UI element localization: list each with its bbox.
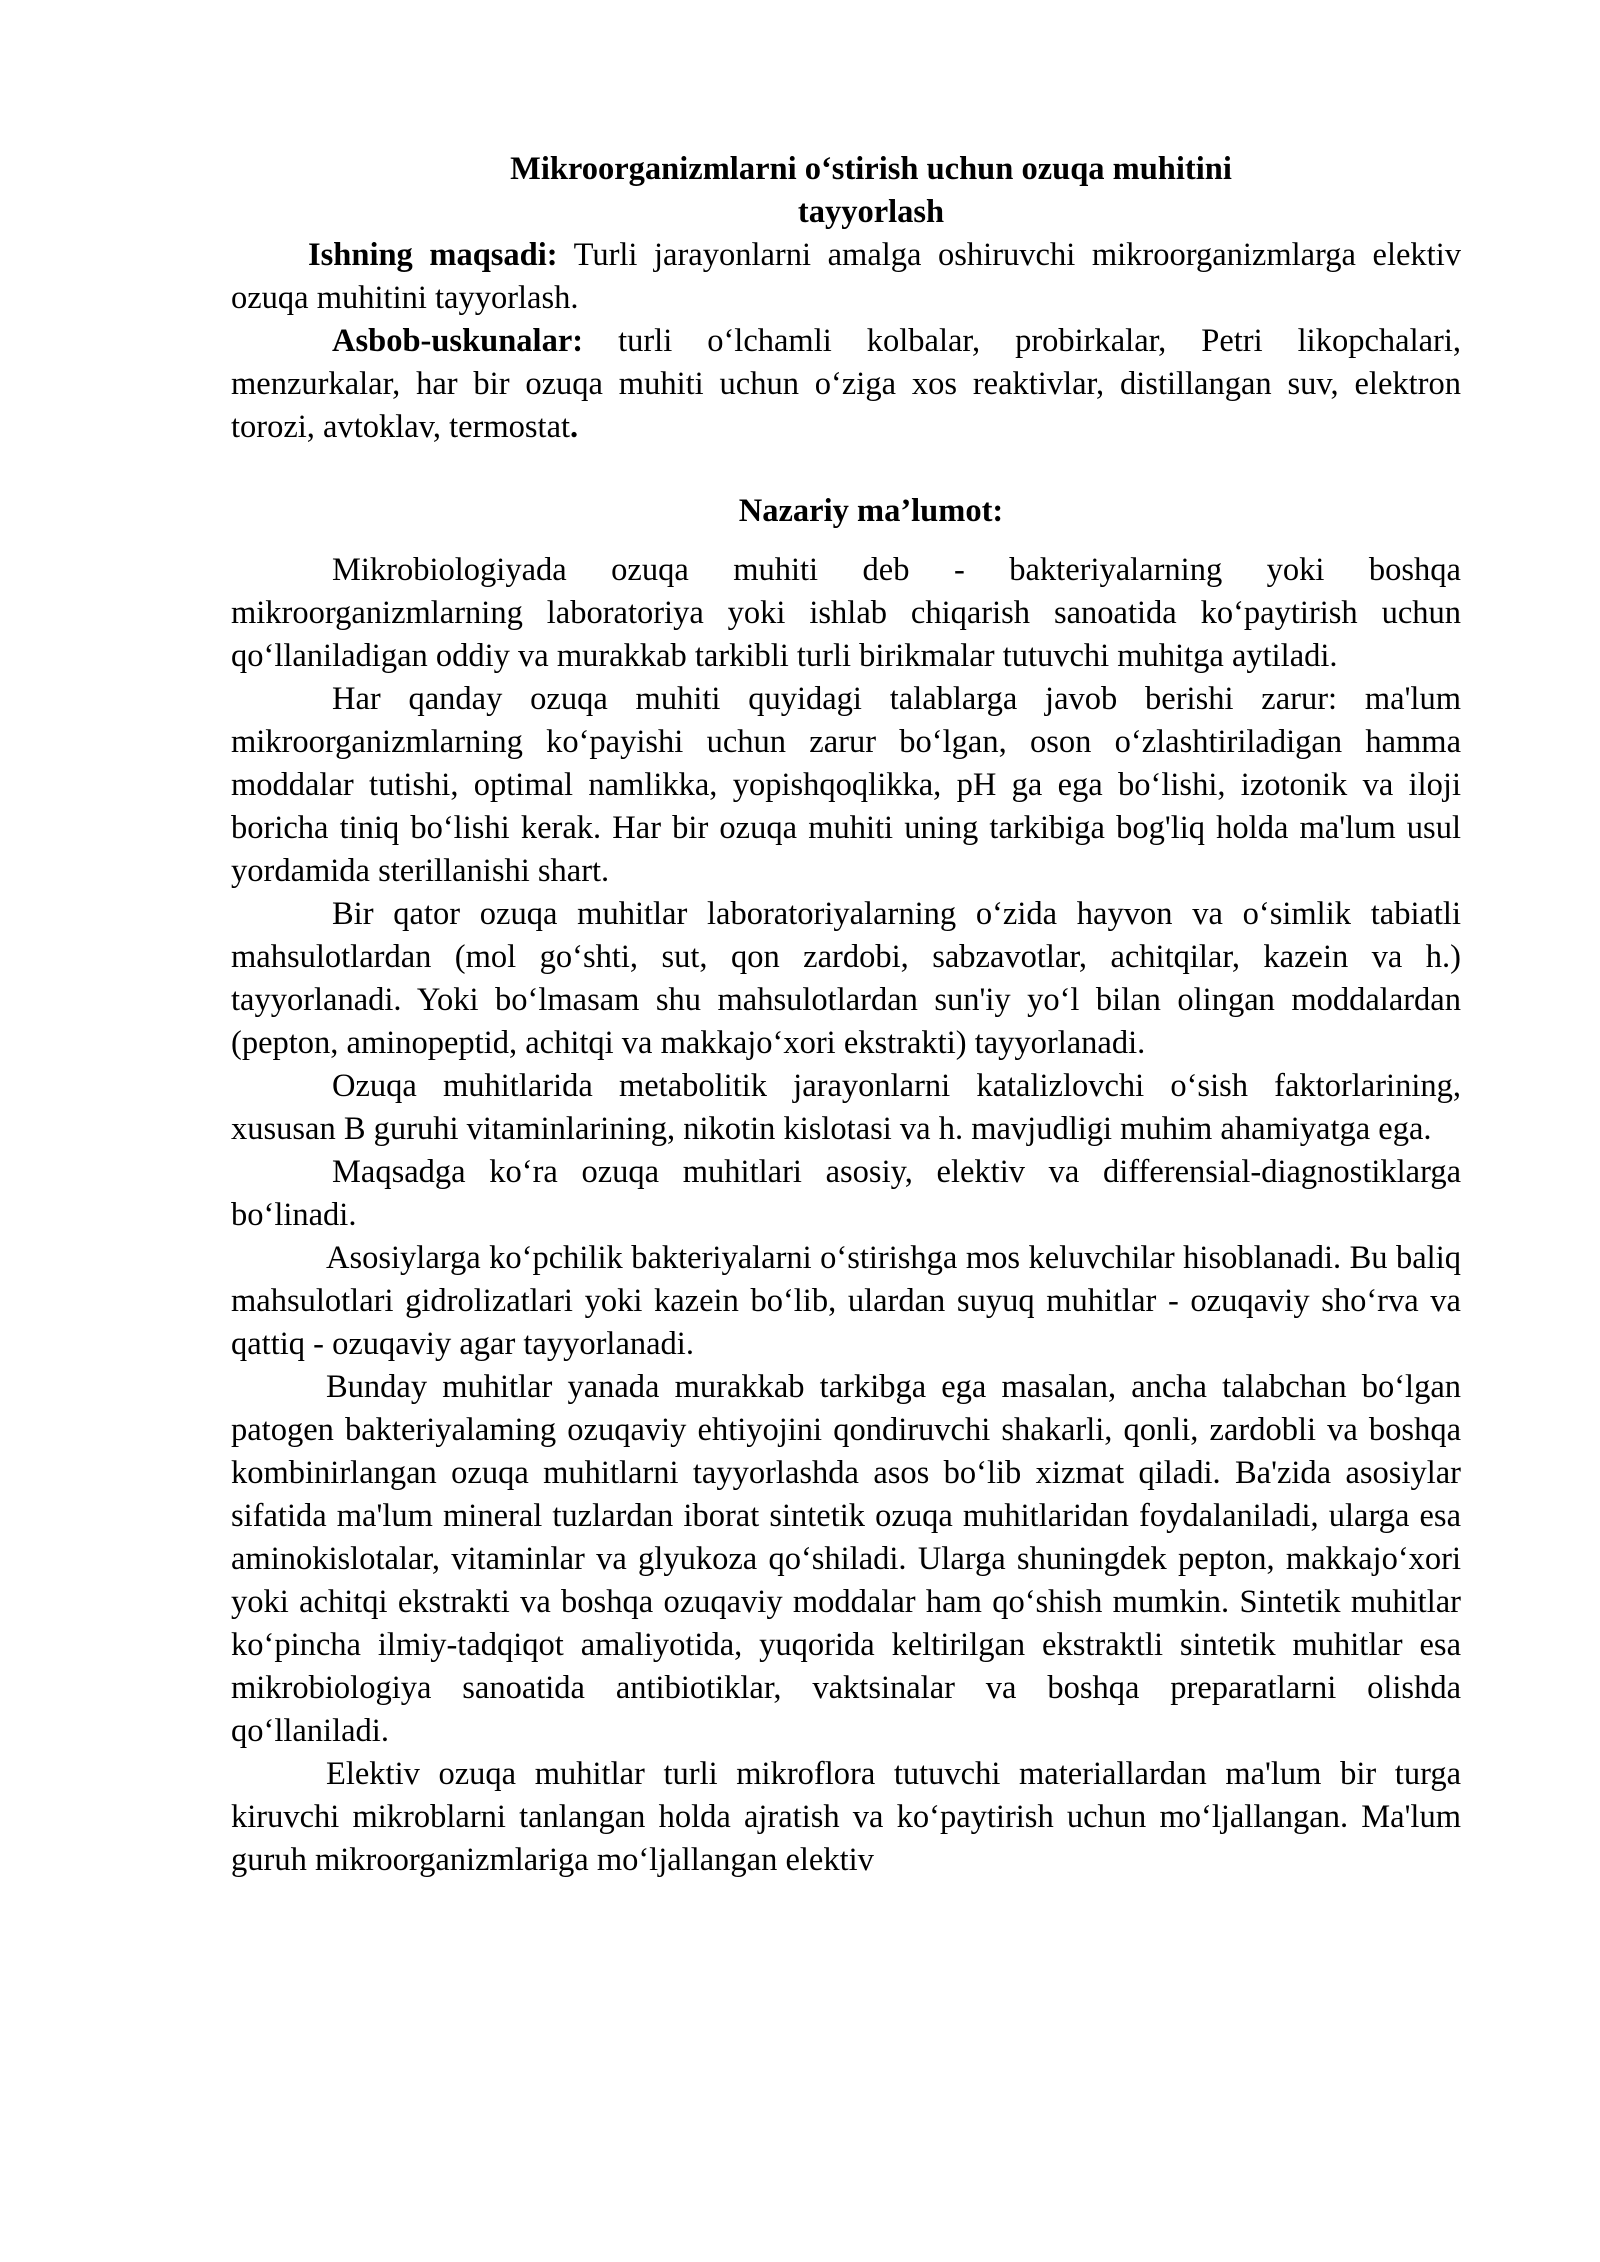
aim-text: Turli jarayonlarni amalga oshiruvchi mikroorganizmlarga elektiv ozuqa muhitini tayyorlash.	[231, 237, 1461, 316]
body-paragraph-5: Maqsadga ko‘ra ozuqa muhitlari asosiy, elektiv va differensial-diagnostiklarga bo‘linadi.	[231, 1154, 1461, 1233]
document-body	[231, 148, 1461, 1882]
body-paragraph-7: Bunday muhitlar yanada murakkab tarkibga ega masalan, ancha talabchan bo‘lgan patogen bakteriyalaming ozuqaviy ehtiyojini qondiruvchi shakarli, qonli, zardobli va boshqa kombinirlangan ozuqa muhitlarni tayyorlashda asos bo‘lib xizmat qiladi. Ba'zida asosiylar sifatida ma'lum mineral tuzlardan iborat sintetik ozuqa muhitlaridan foydalaniladi, ularga esa aminokislotalar, vitaminlar va glyukoza qo‘shiladi. Ularga shuningdek pepton, makkajo‘xori yoki achitqi ekstrakti va boshqa ozuqaviy moddalar ham qo‘shish mumkin. Sintetik muhitlar ko‘pincha ilmiy-tadqiqot amaliyotida, yuqorida keltirilgan ekstraktli sintetik muhitlar esa mikrobiologiya sanoatida antibiotiklar, vaktsinalar va boshqa preparatlarni olishda qo‘llaniladi.	[231, 1369, 1461, 1749]
equipment-label: Asbob-uskunalar:	[332, 323, 584, 359]
title-line-1: Mikroorganizmlarni o‘stirish uchun ozuqa muhitini	[510, 151, 1232, 187]
body-paragraph-8: Elektiv ozuqa muhitlar turli mikroflora tutuvchi materiallardan ma'lum bir turga kiruvchi mikroblarni tanlangan holda ajratish va ko‘paytirish uchun mo‘ljallangan. Ma'lum guruh mikroorganizmlariga mo‘ljallangan elektiv	[231, 1756, 1461, 1878]
body-paragraph-2: Har qanday ozuqa muhiti quyidagi talablarga javob berishi zarur: ma'lum mikroorganizmlarning ko‘payishi uchun zarur bo‘lgan, oson o‘zlashtiriladigan hamma moddalar tutishi, optimal namlikka, yopishqoqlikka, pH ga ega bo‘lishi, izotonik va iloji boricha tiniq bo‘lishi kerak. Har bir ozuqa muhiti uning tarkibiga bog'liq holda ma'lum usul yordamida sterillanishi shart.	[231, 681, 1461, 889]
body-paragraph-1: Mikrobiologiyada ozuqa muhiti deb - bakteriyalarning yoki boshqa mikroorganizmlarning laboratoriya yoki ishlab chiqarish sanoatida ko‘paytirish uchun qo‘llaniladigan oddiy va murakkab tarkibli turli birikmalar tutuvchi muhitga aytiladi.	[231, 552, 1461, 674]
aim-paragraph	[231, 234, 1461, 320]
body-paragraph-6: Asosiylarga ko‘pchilik bakteriyalarni o‘stirishga mos keluvchilar hisoblanadi. Bu baliq mahsulotlari gidrolizatlari yoki kazein bo‘lib, ulardan suyuq muhitlar - ozuqaviy sho‘rva va qattiq - ozuqaviy agar tayyorlanadi.	[231, 1240, 1461, 1362]
section-heading: Nazariy ma’lumot:	[738, 493, 1004, 529]
equipment-end-period: .	[570, 409, 579, 445]
equipment-paragraph	[231, 320, 1461, 449]
title-line-2: tayyorlash	[797, 194, 945, 230]
aim-label: Ishning maqsadi:	[308, 237, 558, 273]
document-title	[231, 148, 1461, 234]
body-paragraph-3: Bir qator ozuqa muhitlar laboratoriyalarning o‘zida hayvon va o‘simlik tabiatli mahsulotlardan (mol go‘shti, sut, qon zardobi, sabzavotlar, achitqilar, kazein va h.) tayyorlanadi. Yoki bo‘lmasam shu mahsulotlardan sun'iy yo‘l bilan olingan moddalardan (pepton, aminopeptid, achitqi va makkajo‘xori ekstrakti) tayyorlanadi.	[231, 896, 1461, 1061]
body-paragraph-4: Ozuqa muhitlarida metabolitik jarayonlarni katalizlovchi o‘sish faktorlarining, xususan B guruhi vitaminlarining, nikotin kislotasi va h. mavjudligi muhim ahamiyatga ega.	[231, 1068, 1461, 1147]
equipment-text: turli o‘lchamli kolbalar, probirkalar, Petri likopchalari, menzurkalar, har bir ozuqa muhiti uchun o‘ziga xos reaktivlar, distillangan suv, elektron torozi, avtoklav, termostat	[231, 323, 1461, 445]
